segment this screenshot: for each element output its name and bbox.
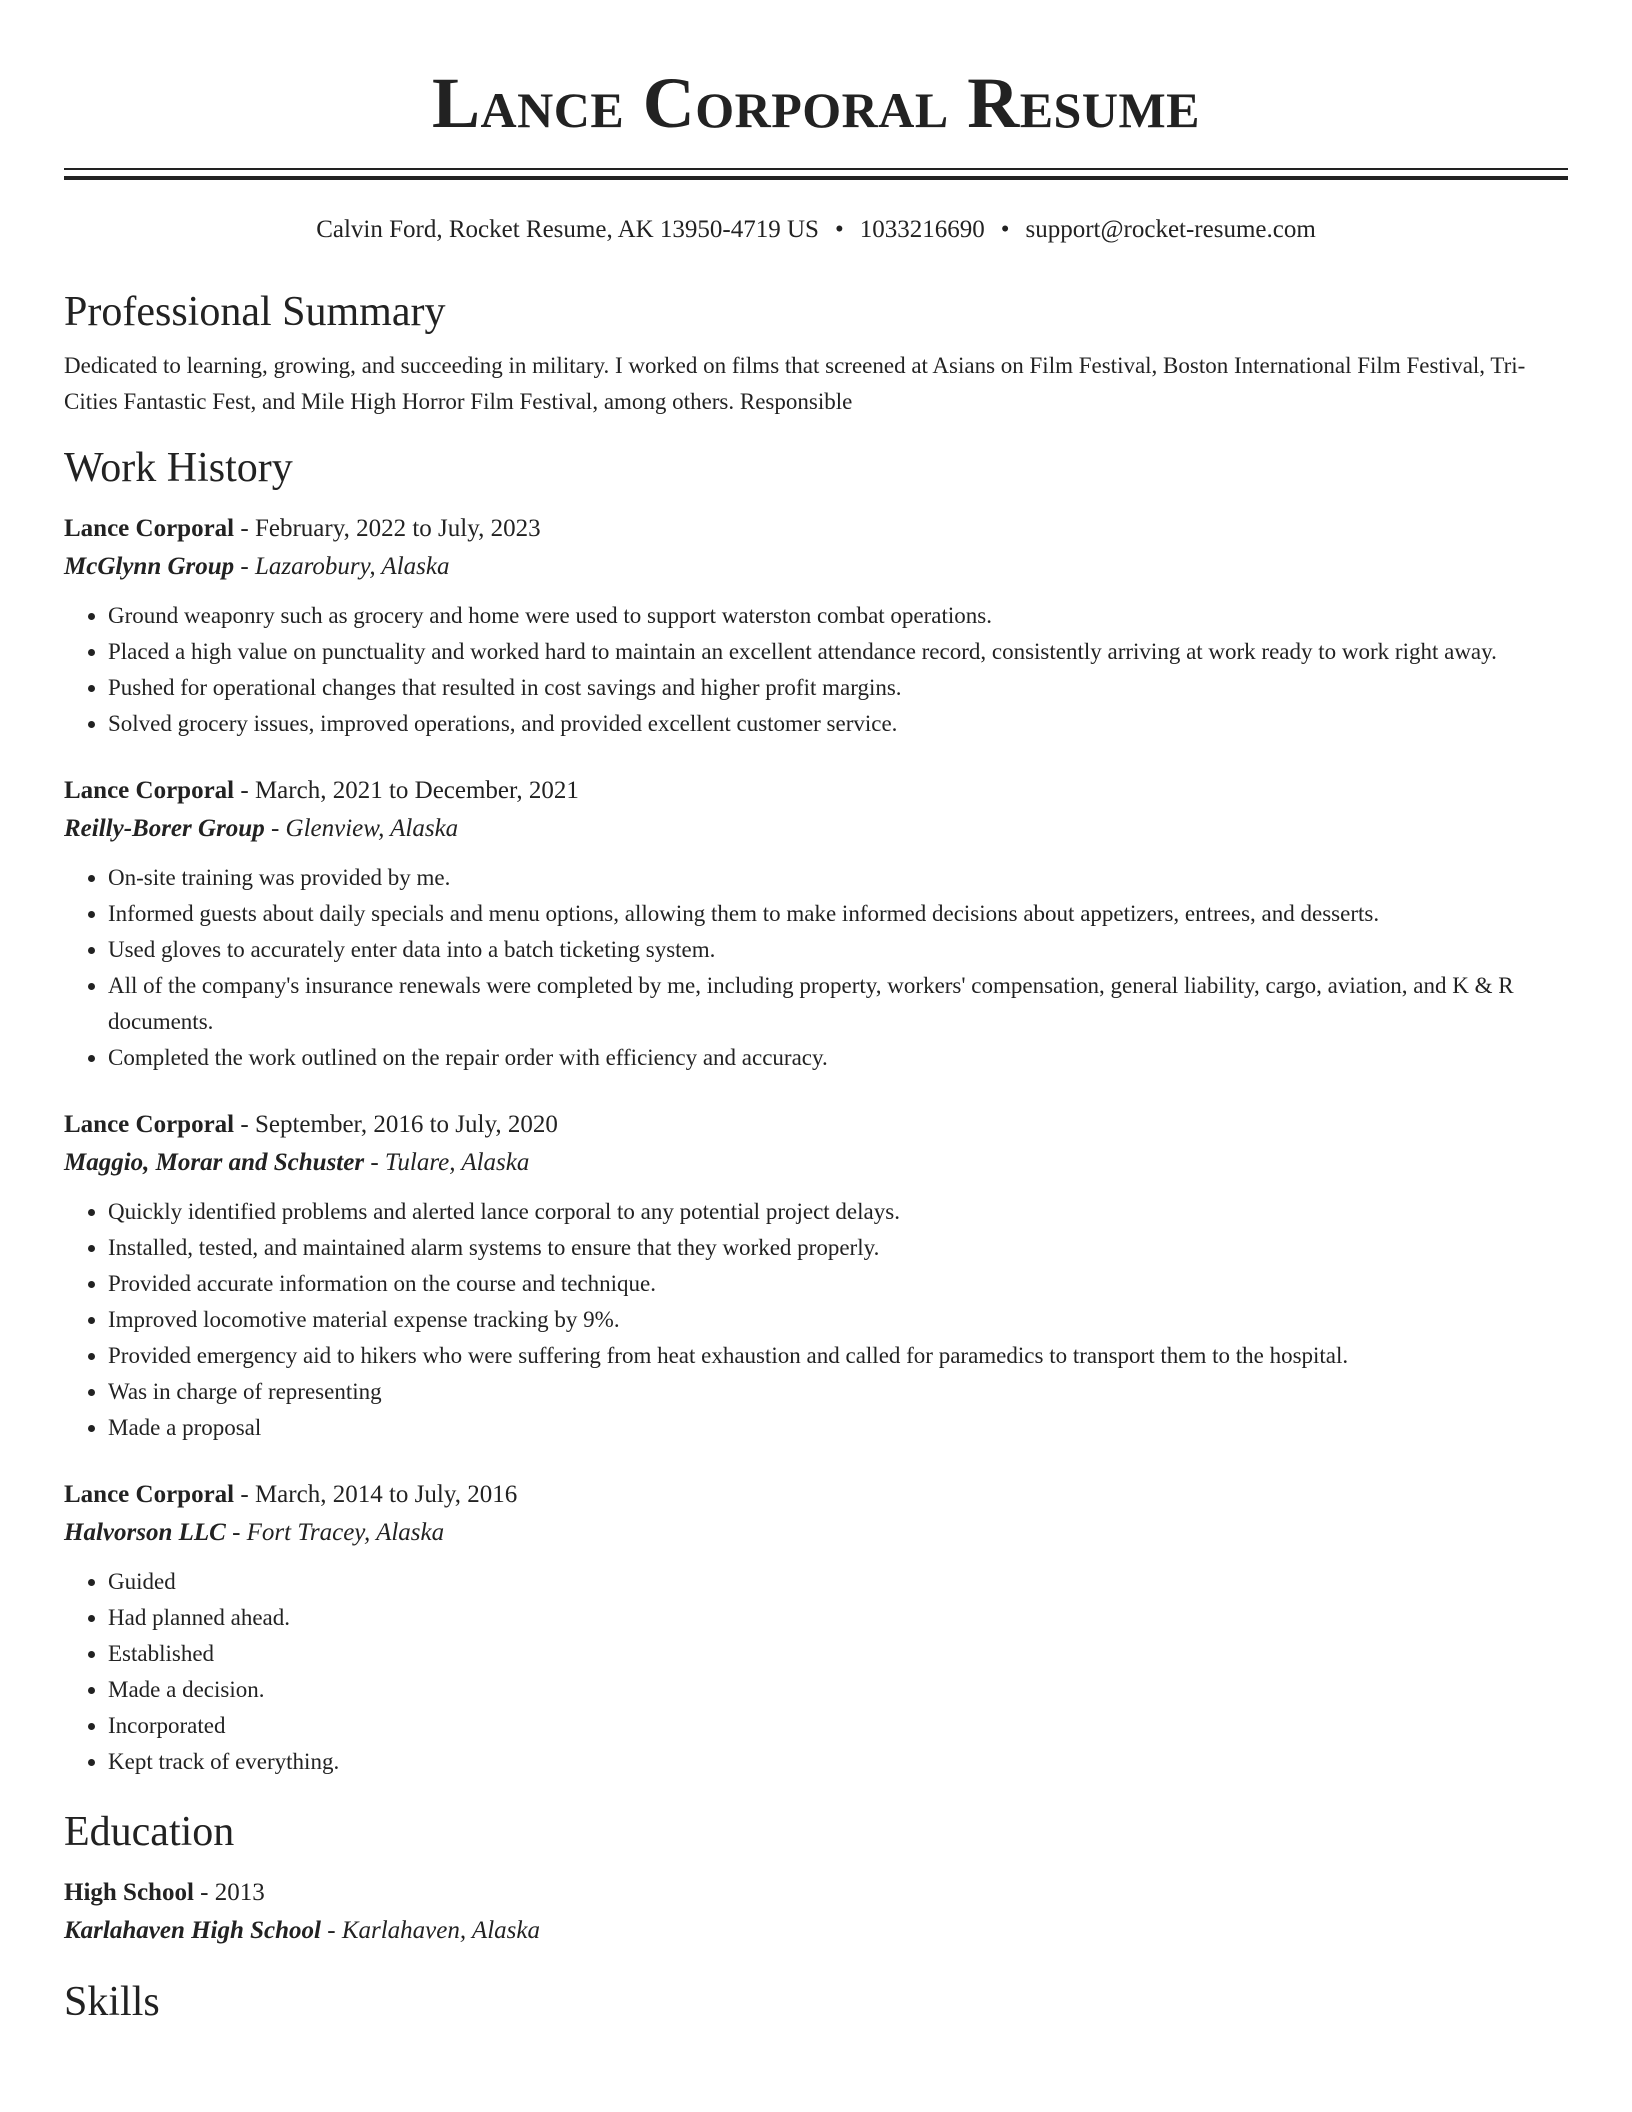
job-location: Tulare, Alaska [384, 1149, 530, 1176]
contact-line [64, 214, 1568, 246]
job-company-line [64, 548, 1568, 586]
job-location: Lazarobury, Alaska [255, 553, 450, 580]
job-dash: - [234, 777, 255, 804]
job-bullet: • Guided [108, 1564, 1568, 1600]
job-company-line [64, 810, 1568, 848]
job-title-line [64, 772, 1568, 810]
summary-heading: Professional Summary [64, 289, 446, 335]
job-company-line [64, 1514, 1568, 1552]
job-company: McGlynn Group [64, 553, 235, 580]
job-location: Fort Tracey, Alaska [246, 1519, 445, 1546]
skills-heading: Skills [64, 1979, 160, 2025]
job-bullet-list [64, 598, 1568, 742]
work-history-heading: Work History [64, 445, 293, 491]
job-bullet: • All of the company's insurance renewals were completed by me, including property, workers' compensation, general liability, cargo, aviation, and K & R documents. [108, 968, 1568, 1040]
job-bullet: • Used gloves to accurately enter data into a batch ticketing system. [108, 932, 1568, 968]
education-school-line [64, 1912, 1568, 1950]
job-bullet: • Provided emergency aid to hikers who were suffering from heat exhaustion and called for paramedics to transport them to the hospital. [108, 1338, 1568, 1374]
job-company: Reilly-Borer Group [64, 815, 265, 842]
summary-text: Dedicated to learning, growing, and succeeding in military. I worked on films that screened at Asians on Film Festival, Boston International Film Festival, Tri-Cities Fantastic Fest, and Mile High Horror Film Festival, among others. Responsible [64, 353, 1526, 414]
job-dash: - [264, 815, 286, 842]
contact-separator: • [1000, 216, 1010, 243]
job-bullet: • Provided accurate information on the course and technique. [108, 1266, 1568, 1302]
job-bullet: • Improved locomotive material expense tracking by 9%. [108, 1302, 1568, 1338]
job-role: Lance Corporal [64, 1481, 235, 1508]
job-bullet: • Informed guests about daily specials and menu options, allowing them to make informed decisions about appetizers, entrees, and desserts. [108, 896, 1568, 932]
job-dash: - [234, 1481, 255, 1508]
education-entry [64, 1874, 1568, 1950]
job-title-line [64, 510, 1568, 548]
job-entry [64, 772, 1568, 1076]
education-year: 2013 [214, 1879, 265, 1906]
job-entry [64, 1106, 1568, 1446]
job-company-line [64, 1144, 1568, 1182]
resume-page [64, 0, 1568, 2028]
education-heading: Education [64, 1809, 235, 1855]
title-divider-thin [64, 168, 1568, 170]
job-dates: March, 2014 to July, 2016 [254, 1481, 518, 1508]
job-bullet: • Installed, tested, and maintained alarm systems to ensure that they worked properly. [108, 1230, 1568, 1266]
job-dash: - [234, 1111, 255, 1138]
job-dates: March, 2021 to December, 2021 [254, 777, 579, 804]
education-school: Karlahaven High School [64, 1917, 321, 1944]
job-bullet: • Pushed for operational changes that resulted in cost savings and higher profit margins. [108, 670, 1568, 706]
job-bullet: • Had planned ahead. [108, 1600, 1568, 1636]
job-dash: - [234, 553, 255, 580]
job-role: Lance Corporal [64, 777, 235, 804]
job-role: Lance Corporal [64, 515, 235, 542]
education-location: Karlahaven, Alaska [341, 1917, 540, 1944]
job-bullet: • Quickly identified problems and alerted lance corporal to any potential project delays. [108, 1194, 1568, 1230]
job-bullet: • On-site training was provided by me. [108, 860, 1568, 896]
job-dash: - [234, 515, 255, 542]
job-bullet-list [64, 1194, 1568, 1446]
education-degree-line [64, 1874, 1568, 1912]
education-dash: - [321, 1917, 342, 1944]
job-bullet: • Made a decision. [108, 1672, 1568, 1708]
job-dash: - [225, 1519, 247, 1546]
job-bullet: • Established [108, 1636, 1568, 1672]
job-bullet: • Incorporated [108, 1708, 1568, 1744]
job-company: Halvorson LLC [64, 1519, 226, 1546]
contact-email: support@rocket-resume.com [1025, 216, 1316, 243]
education-degree: High School [64, 1879, 194, 1906]
job-dates: September, 2016 to July, 2020 [254, 1111, 558, 1138]
title-divider-thick [64, 176, 1568, 180]
job-bullet: • Placed a high value on punctuality and worked hard to maintain an excellent attendance record, consistently arriving at work ready to work right away. [108, 634, 1568, 670]
job-entry [64, 510, 1568, 742]
job-bullet-list [64, 1564, 1568, 1780]
job-entry [64, 1476, 1568, 1780]
job-bullet: • Kept track of everything. [108, 1744, 1568, 1780]
job-location: Glenview, Alaska [285, 815, 459, 842]
job-bullet: • Was in charge of representing [108, 1374, 1568, 1410]
job-title-line [64, 1106, 1568, 1144]
job-bullet: • Completed the work outlined on the repair order with efficiency and accuracy. [108, 1040, 1568, 1076]
job-dates: February, 2022 to July, 2023 [254, 515, 541, 542]
contact-phone: 1033216690 [859, 216, 985, 243]
resume-title: Lance Corporal Resume [432, 63, 1200, 143]
job-bullet-list [64, 860, 1568, 1076]
education-dash: - [193, 1879, 215, 1906]
job-bullet: • Solved grocery issues, improved operations, and provided excellent customer service. [108, 706, 1568, 742]
contact-separator: • [834, 216, 844, 243]
job-bullet: • Ground weaponry such as grocery and home were used to support waterston combat operations. [108, 598, 1568, 634]
contact-address: Calvin Ford, Rocket Resume, AK 13950-4719 US [316, 216, 819, 243]
job-title-line [64, 1476, 1568, 1514]
job-dash: - [364, 1149, 385, 1176]
job-bullet: • Made a proposal [108, 1410, 1568, 1446]
job-role: Lance Corporal [64, 1111, 235, 1138]
job-company: Maggio, Morar and Schuster [64, 1149, 365, 1176]
